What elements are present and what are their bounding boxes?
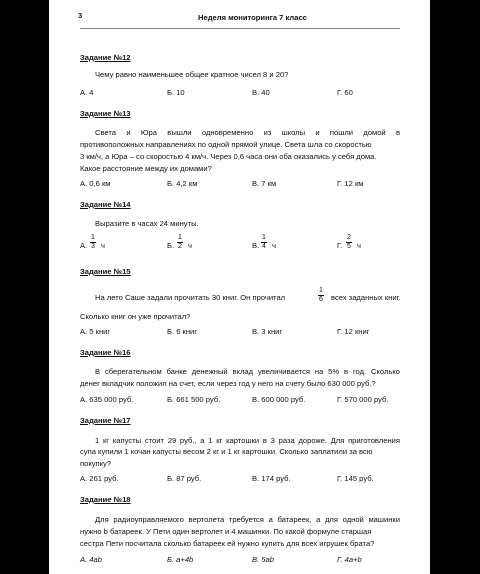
task-15-answer-c: В. 3 книг [252,327,283,336]
task-12-answer-d: Г. 60 [337,88,353,97]
task-17-answer-b: Б. 87 руб. [167,474,202,483]
task-16-answer-d: Г. 570 000 руб. [337,395,389,404]
task-17-question-line2: супа купили 1 кочан капусты весом 2 кг и 1 кг картошки. Сколько заплатили за всю [80,447,373,456]
task-18-answer-a: А. 4ab [80,555,102,564]
task-15-answer-a: А. 5 книг [80,327,111,336]
task-12-answer-b: Б. 10 [167,88,185,97]
task-18-question-line1: Для радиоуправляемого вертолета требуется a батареек, а для одной машинки [95,515,400,524]
task-14-answer-b-fraction: 1 2 [178,234,182,250]
task-14-answer-a-unit: ч [101,241,105,250]
task-14-answer-b-label: Б. [167,241,175,250]
task-13-question-line3: 3 км/ч, а Юра – со скоростью 4 км/ч. Через 0,6 часа они оба оказались у себя дома. [80,152,377,161]
task-18-answer-d: Г. 4a+b [337,555,362,564]
task-13-question-line1: Света и Юра вышли одновременно из школы и пошли домой в [95,128,400,137]
page-number: 3 [78,11,83,20]
task-15-question-line2: Сколько книг он уже прочитал? [80,312,191,321]
task-17-title: Задание №17 [80,416,131,425]
task-15-fraction: 1 6 [319,287,323,303]
task-17-question-line3: покупку? [80,459,112,468]
task-13-question-line2: противоположных направлениях по одной прямой улице. Света шла со скоростью [80,140,372,149]
task-18-answer-c: В. 5ab [252,555,274,564]
page-header-title: Неделя мониторинга 7 класс [198,13,307,22]
task-17-question-line1: 1 кг капусты стоит 29 руб., а 1 кг картошки в 3 раза дороже. Для приготовления [95,436,400,445]
task-13-question-line4: Какое расстояние между их домами? [80,164,212,173]
header-divider [80,28,400,29]
task-17-answer-a: А. 261 руб. [80,474,119,483]
task-17-answer-d: Г. 145 руб. [337,474,374,483]
task-14-answer-c-fraction: 1 4 [262,234,266,250]
task-15-title: Задание №15 [80,267,131,276]
task-14-title: Задание №14 [80,200,131,209]
document-page [49,0,430,574]
task-13-answer-d: Г. 12 км [337,179,364,188]
task-18-title: Задание №18 [80,495,131,504]
task-15-answer-d: Г. 12 книг [337,327,370,336]
task-14-answer-b-unit: ч [188,241,192,250]
task-12-answer-c: В. 40 [252,88,270,97]
task-14-question: Выразите в часах 24 минуты. [95,219,199,228]
task-14-answer-c-label: В. [252,241,260,250]
task-15-answer-b: Б. 6 книг [167,327,198,336]
task-14-answer-d-fraction: 2 5 [347,234,351,250]
task-16-answer-c: В. 600 000 руб. [252,395,306,404]
task-14-answer-d-unit: ч [357,241,361,250]
task-16-title: Задание №16 [80,348,131,357]
task-18-question-line2: нужно b батареек. У Пети один вертолет и 4 машинки. По какой формуле старшая [80,527,372,536]
task-12-answer-a: А. 4 [80,88,94,97]
task-18-answer-b: Б. a+4b [167,555,194,564]
task-14-answer-a-fraction: 1 3 [91,234,95,250]
task-14-answer-c-unit: ч [272,241,276,250]
task-16-answer-a: А. 635 000 руб. [80,395,134,404]
task-13-answer-a: А. 0,6 км [80,179,111,188]
task-17-answer-c: В. 174 руб. [252,474,291,483]
task-18-question-line3: сестра Пети посчитала сколько батареек ей нужно купить для всех игрушек брата? [80,539,375,548]
task-16-question-line1: В сберегательном банке денежный вклад увеличивается на 5% в год. Сколько [95,367,400,376]
task-12-title: Задание №12 [80,53,131,62]
task-15-question-part2: всех заданных книг. [331,293,401,302]
task-13-title: Задание №13 [80,109,131,118]
task-14-answer-d-label: Г. [337,241,343,250]
task-16-question-line2: денег вкладчик положил на счет, если через год у него на счету было 630 000 руб.? [80,379,376,388]
task-13-answer-b: Б. 4,2 км [167,179,198,188]
task-13-answer-c: В. 7 км [252,179,277,188]
task-16-answer-b: Б. 661 500 руб. [167,395,221,404]
task-14-answer-a-label: А. [80,241,88,250]
task-15-question-part1: На лето Саше задали прочитать 30 книг. Он прочитал [95,293,286,302]
task-12-question: Чему равно наименьшее общее кратное чисел 8 и 20? [95,70,289,79]
